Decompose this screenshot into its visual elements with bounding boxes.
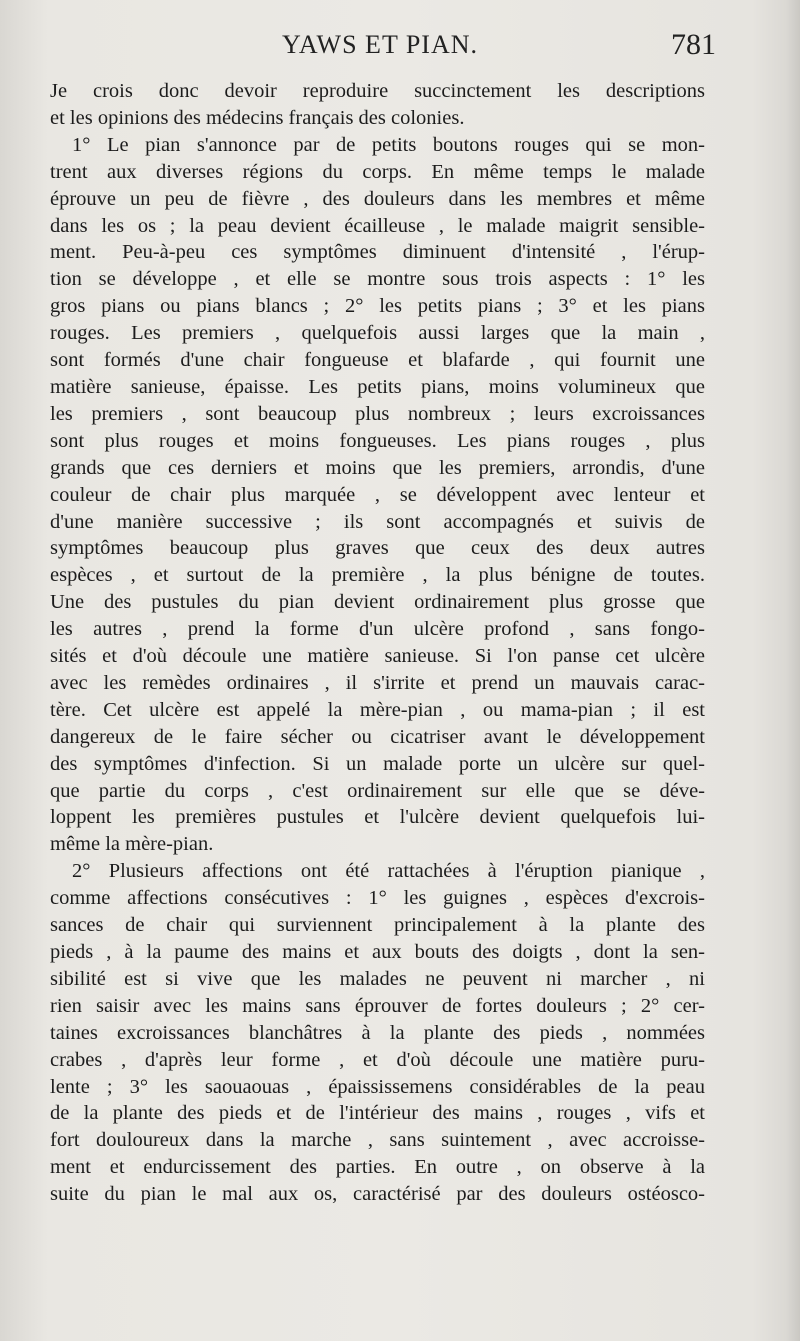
text-line: ment et endurcissement des parties. En outre , on observe à la (50, 1156, 705, 1179)
text-line: couleur de chair plus marquée , se développent avec lenteur et (50, 483, 705, 506)
paragraph (50, 858, 705, 1208)
text-line: rien saisir avec les mains sans éprouver de fortes douleurs ; 2° cer- (50, 994, 705, 1017)
body-text (50, 78, 705, 1208)
text-line: éprouve un peu de fièvre , des douleurs dans les membres et même (50, 187, 705, 210)
text-line: sont formés d'une chair fongueuse et blafarde , qui fournit une (50, 349, 705, 372)
text-line: d'une manière successive ; ils sont accompagnés et suivis de (50, 510, 705, 533)
text-line: ment. Peu-à-peu ces symptômes diminuent d'intensité , l'érup- (50, 241, 705, 264)
text-line: 1° Le pian s'annonce par de petits boutons rouges qui se mon- (72, 133, 705, 156)
text-line: dangereux de le faire sécher ou cicatriser avant le développement (50, 725, 705, 748)
text-line: loppent les premières pustules et l'ulcère devient quelquefois lui- (50, 806, 705, 829)
text-line: tère. Cet ulcère est appelé la mère-pian , ou mama-pian ; il est (50, 698, 705, 721)
text-line: les premiers , sont beaucoup plus nombreux ; leurs excroissances (50, 402, 705, 425)
text-line: comme affections consécutives : 1° les guignes , espèces d'excrois- (50, 887, 705, 910)
text-line: sibilité est si vive que les malades ne peuvent ni marcher , ni (50, 967, 705, 990)
text-line: lente ; 3° les saouaouas , épaississemens considérables de la peau (50, 1075, 705, 1098)
text-line: taines excroissances blanchâtres à la plante des pieds , nommées (50, 1021, 705, 1044)
text-line: sances de chair qui surviennent principalement à la plante des (50, 914, 705, 937)
text-line: Je crois donc devoir reproduire succinctement les descriptions (50, 80, 705, 102)
text-line: que partie du corps , c'est ordinairement sur elle que se déve- (50, 779, 705, 802)
text-line: pieds , à la paume des mains et aux bouts des doigts , dont la sen- (50, 941, 705, 963)
text-line: sités et d'où découle une matière sanieuse. Si l'on panse cet ulcère (50, 645, 705, 668)
paragraph (50, 132, 705, 858)
text-line: les autres , prend la forme d'un ulcère profond , sans fongo- (50, 618, 705, 641)
page-edge-shadow (786, 0, 800, 1341)
text-line: suite du pian le mal aux os, caractérisé par des douleurs ostéosco- (50, 1183, 705, 1206)
text-line: rouges. Les premiers , quelquefois aussi larges que la main , (50, 322, 705, 345)
text-line: gros pians ou pians blancs ; 2° les petits pians ; 3° et les pians (50, 295, 705, 318)
text-line: 2° Plusieurs affections ont été rattachées à l'éruption pianique , (72, 860, 705, 883)
page-number: 781 (671, 28, 716, 61)
text-line: avec les remèdes ordinaires , il s'irrite et prend un mauvais carac- (50, 671, 705, 694)
text-line: symptômes beaucoup plus graves que ceux des deux autres (50, 537, 705, 560)
page-header (50, 28, 716, 70)
text-line: des symptômes d'infection. Si un malade porte un ulcère sur quel- (50, 752, 705, 775)
text-line: matière sanieuse, épaisse. Les petits pians, moins volumineux que (50, 375, 705, 398)
text-line: tion se développe , et elle se montre sous trois aspects : 1° les (50, 268, 705, 291)
text-line: fort douloureux dans la marche , sans suintement , avec accroisse- (50, 1129, 705, 1152)
text-line: grands que ces derniers et moins que les premiers, arrondis, d'une (50, 456, 705, 479)
text-line: et les opinions des médecins français des colonies. (50, 106, 465, 129)
text-line: même la mère-pian. (50, 833, 214, 856)
text-line: sont plus rouges et moins fongueuses. Les pians rouges , plus (50, 429, 705, 452)
text-line: de la plante des pieds et de l'intérieur des mains , rouges , vifs et (50, 1102, 705, 1125)
text-line: espèces , et surtout de la première , la plus bénigne de toutes. (50, 564, 705, 587)
running-head: YAWS ET PIAN. (281, 30, 479, 59)
text-line: Une des pustules du pian devient ordinairement plus grosse que (50, 591, 705, 614)
text-line: trent aux diverses régions du corps. En même temps le malade (50, 160, 705, 183)
text-line: dans les os ; la peau devient écailleuse , le malade maigrit sensible- (50, 214, 705, 237)
text-line: crabes , d'après leur forme , et d'où découle une matière puru- (50, 1048, 705, 1071)
paragraph (50, 78, 705, 132)
